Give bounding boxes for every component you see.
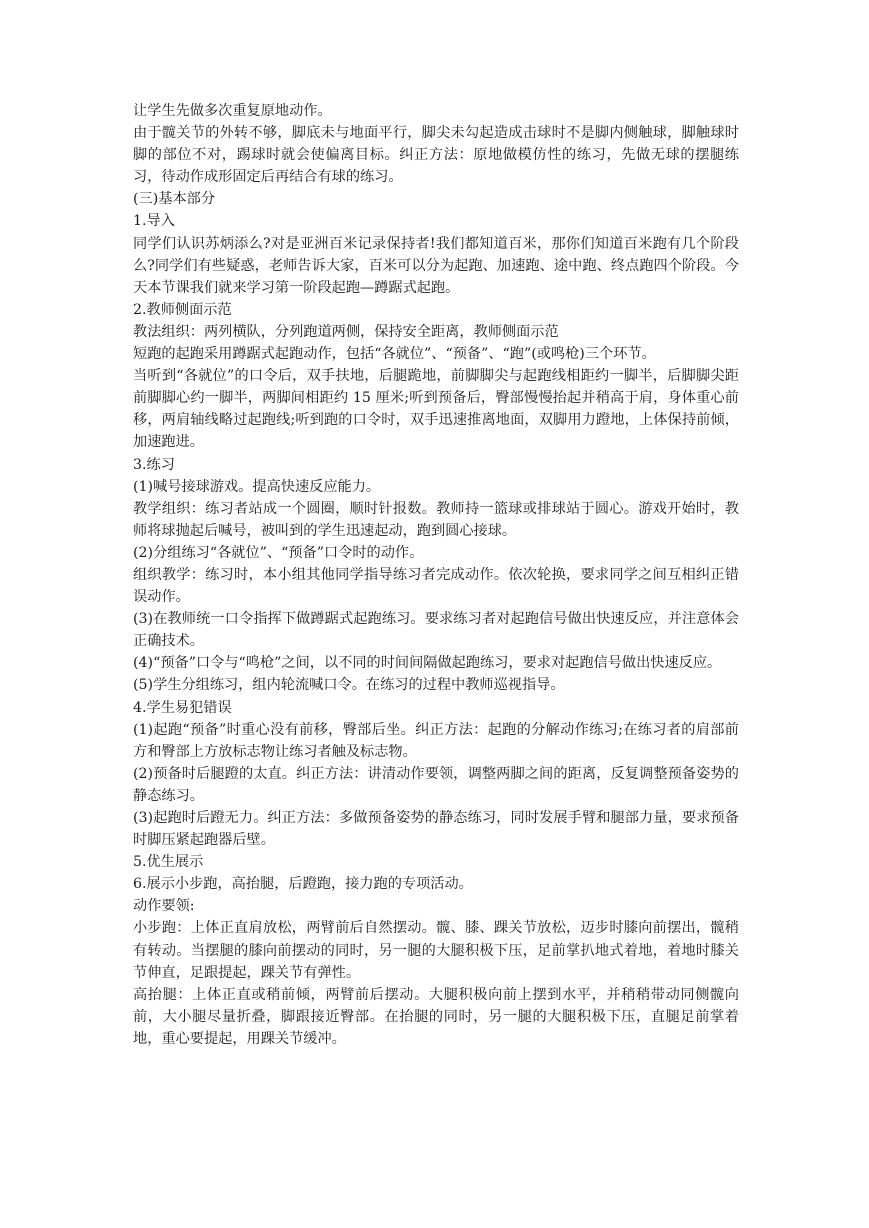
paragraph: 同学们认识苏炳添么?对是亚洲百米记录保持者!我们都知道百米，那你们知道百米跑有几个阶段么?同学们有些疑惑，老师告诉大家，百米可以分为起跑、加速跑、途中跑、终点跑四个阶段。今天本节课我们就来学习第一阶段起跑—蹲踞式起跑。 xyxy=(133,235,739,296)
subsection-heading: 3.练习 xyxy=(133,456,175,473)
list-item: (1)喊号接球游戏。提高快速反应能力。 xyxy=(133,478,381,495)
list-item: (3)起跑时后蹬无力。纠正方法：多做预备姿势的静态练习，同时发展手臂和腿部力量，要求预备时脚压紧起跑器后壁。 xyxy=(133,810,739,849)
section-heading: (三)基本部分 xyxy=(133,191,216,208)
subsection-heading: 4.学生易犯错误 xyxy=(133,699,232,716)
list-item: (2)预备时后腿蹬的太直。纠正方法：讲清动作要领，调整两脚之间的距离，反复调整预备姿势的静态练习。 xyxy=(133,765,739,804)
paragraph: 教学组织：练习者站成一个圆圈，顺时针报数。教师持一篮球或排球站于圆心。游戏开始时，教师将球抛起后喊号，被叫到的学生迅速起动，跑到圆心接球。 xyxy=(133,500,739,539)
list-item: (1)起跑“预备”时重心没有前移，臀部后坐。纠正方法：起跑的分解动作练习;在练习者的肩部前方和臀部上方放标志物让练习者触及标志物。 xyxy=(133,721,739,760)
paragraph: 教法组织：两列横队，分列跑道两侧，保持安全距离，教师侧面示范 xyxy=(133,323,559,340)
paragraph: 让学生先做多次重复原地动作。 xyxy=(133,103,332,119)
subsection-heading: 1.导入 xyxy=(133,213,175,230)
paragraph: 短跑的起跑采用蹲踞式起跑动作，包括“各就位”、“预备”、“跑”(或鸣枪)三个环节。 xyxy=(133,346,656,363)
subsection-heading: 5.优生展示 xyxy=(133,854,204,871)
paragraph: 高抬腿：上体正直或稍前倾，两臂前后摆动。大腿积极向前上摆到水平，并稍稍带动同侧髋向前，大小腿尽量折叠，脚跟接近臀部。在抬腿的同时，另一腿的大腿积极下压，直腿足前掌着地，重心要提起，用踝关节缓冲。 xyxy=(133,986,739,1047)
paragraph: 小步跑：上体正直肩放松，两臂前后自然摆动。髋、膝、踝关节放松，迈步时膝向前摆出，髋稍有转动。当摆腿的膝向前摆动的同时，另一腿的大腿积极下压，足前掌扒地式着地，着地时膝关节伸直，足跟提起，踝关节有弹性。 xyxy=(133,920,739,981)
list-item: (2)分组练习“各就位”、“预备”口令时的动作。 xyxy=(133,544,424,561)
list-item: (5)学生分组练习，组内轮流喊口令。在练习的过程中教师巡视指导。 xyxy=(133,677,565,694)
paragraph: 动作要领: xyxy=(133,898,195,915)
subsection-heading: 6.展示小步跑，高抬腿，后蹬跑，接力跑的专项活动。 xyxy=(133,876,473,893)
list-item: (3)在教师统一口令指挥下做蹲踞式起跑练习。要求练习者对起跑信号做出快速反应，并注意体会正确技术。 xyxy=(133,611,739,650)
subsection-heading: 2.教师侧面示范 xyxy=(133,301,232,318)
paragraph: 由于髋关节的外转不够，脚底未与地面平行，脚尖未勾起造成击球时不是脚内侧触球，脚触球时脚的部位不对，踢球时就会使偏离目标。纠正方法：原地做模仿性的练习，先做无球的摆腿练习，待动作成形固定后再结合有球的练习。 xyxy=(133,125,739,186)
paragraph: 当听到“各就位”的口令后，双手扶地，后腿跪地，前脚脚尖与起跑线相距约一脚半，后脚脚尖距前脚脚心约一脚半，两脚间相距约 15 厘米;听到预备后，臀部慢慢抬起并稍高于肩，身体重心前移，两肩轴线略过起跑线;听到跑的口令时，双手迅速推离地面，双脚用力蹬地，上体保持前倾，加速跑进。 xyxy=(133,368,739,451)
list-item: (4)“预备”口令与“鸣枪”之间，以不同的时间间隔做起跑练习，要求对起跑信号做出快速反应。 xyxy=(133,655,722,672)
document-body xyxy=(133,100,739,1050)
paragraph: 组织教学：练习时，本小组其他同学指导练习者完成动作。依次轮换，要求同学之间互相纠正错误动作。 xyxy=(133,566,739,606)
